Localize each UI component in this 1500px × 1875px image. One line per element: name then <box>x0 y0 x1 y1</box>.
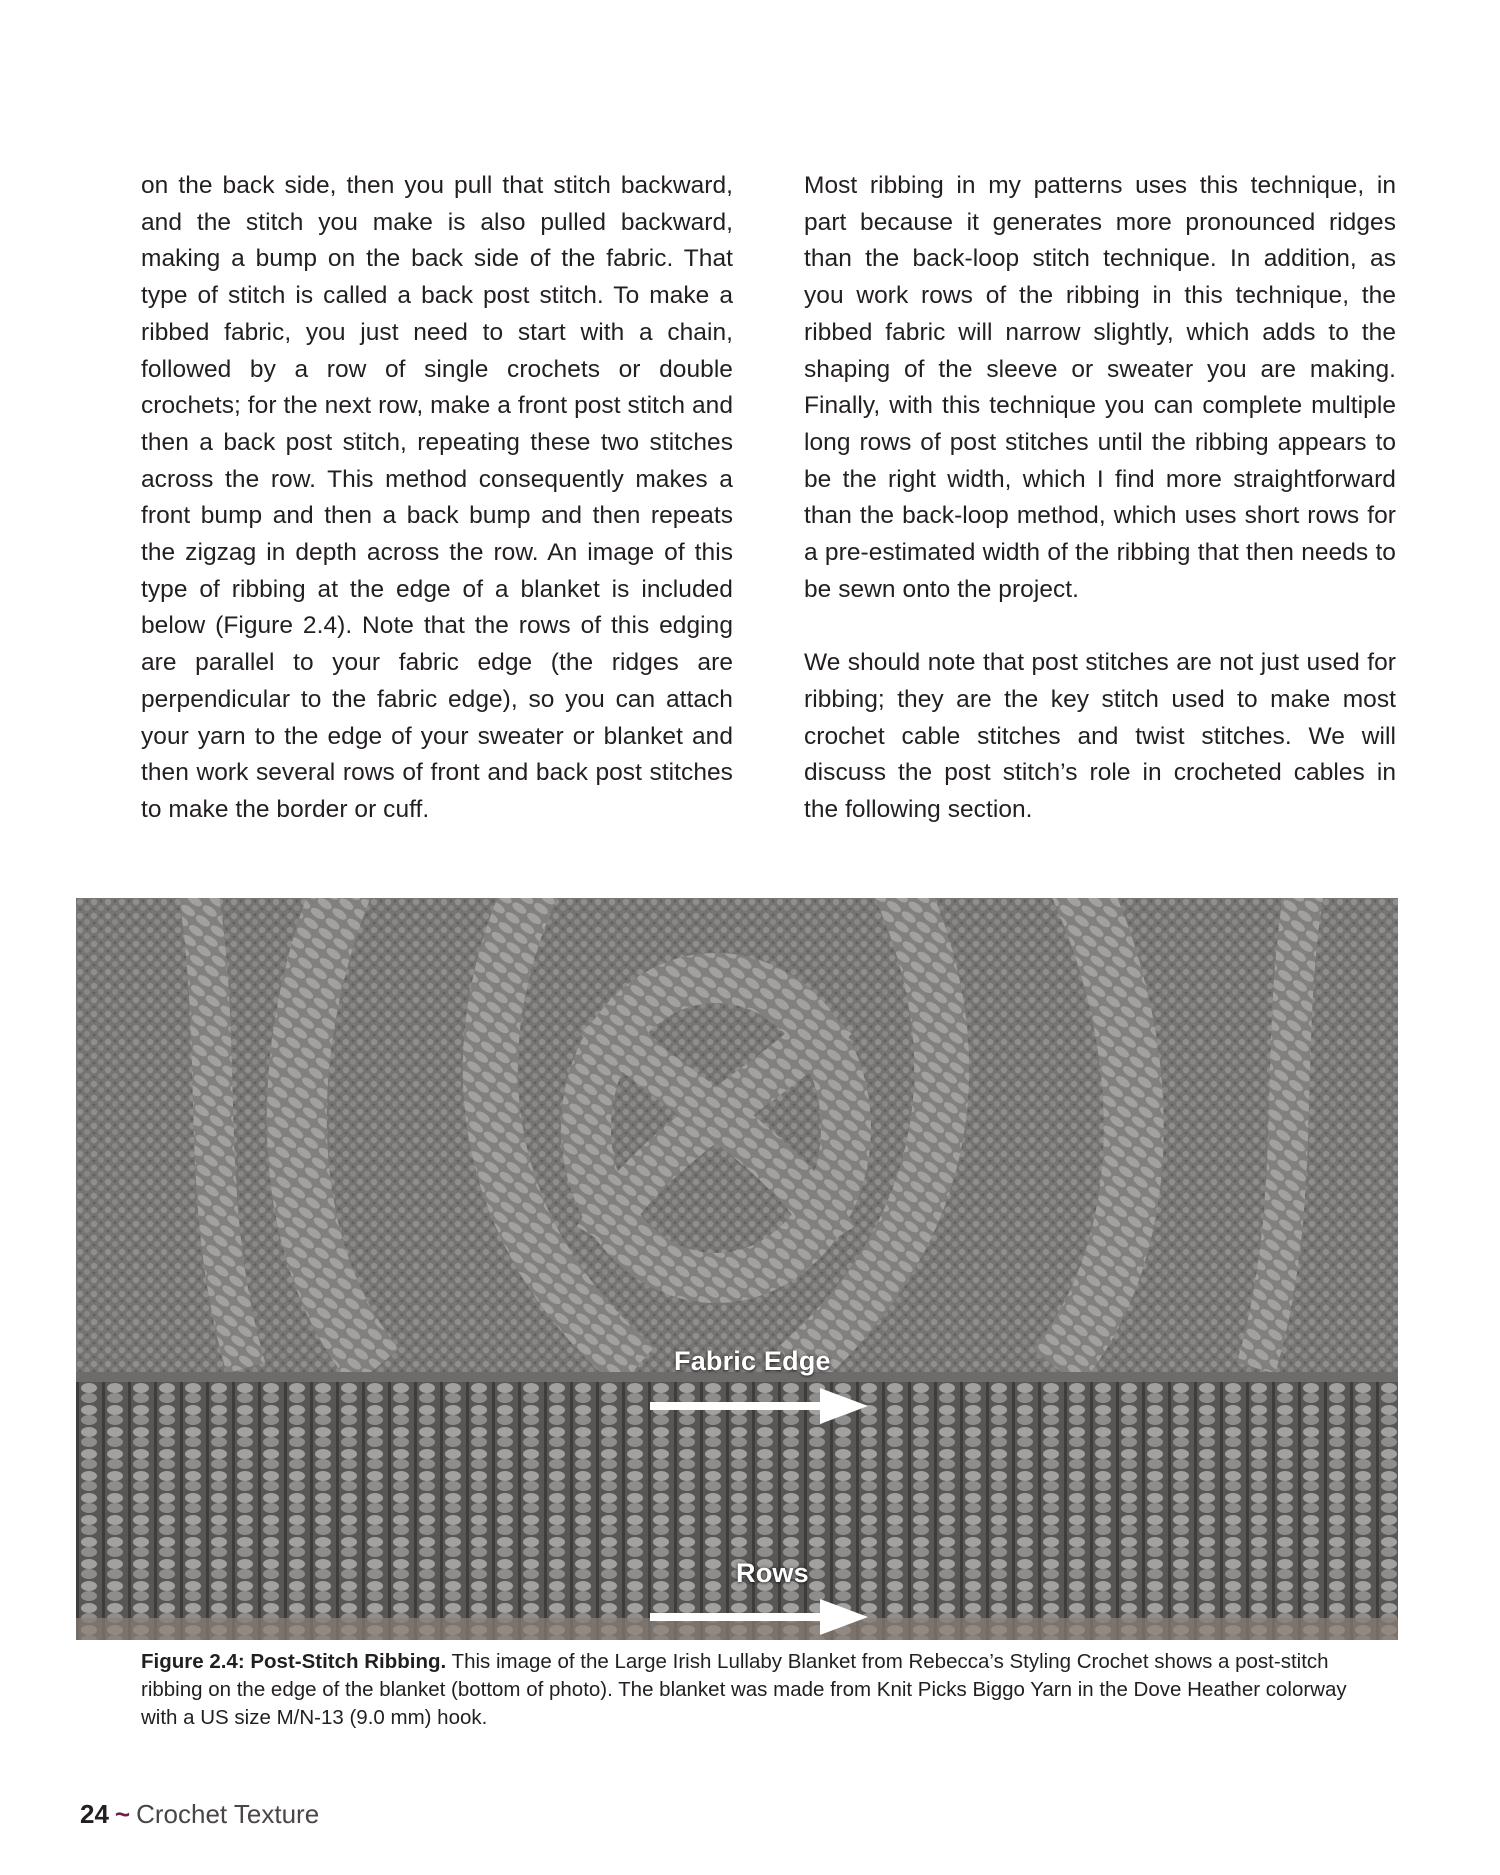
figure-photo <box>76 898 1398 1640</box>
label-rows: Rows <box>736 1558 809 1588</box>
caption-text: This image of the Large Irish Lullaby Blanket from Rebecca’s Styling Crochet shows a post-stitch ribbing on the edge of the blanket (bottom of photo). The blanket was made from Knit Picks Biggo Yarn in the Dove Heather colorway with a US size M/N-13 (9.0 mm) hook. <box>141 1650 1347 1729</box>
body-paragraph: on the back side, then you pull that stitch backward, and the stitch you make is also pulled backward, making a bump on the back side of the fabric. That type of stitch is called a back post stitch. To make a ribbed fabric, you just need to start with a chain, followed by a row of single crochets or double crochets; for the next row, make a front post stitch and then a back post stitch, repeating these two stitches across the row. This method consequently makes a front bump and then a back bump and then repeats the zigzag in depth across the row. An image of this type of ribbing at the edge of a blanket is included below (Figure 2.4). Note that the rows of this edging are parallel to your fabric edge (the ridges are perpendicular to the fabric edge), so you can attach your yarn to the edge of your sweater or blanket and then work several rows of front and back post stitches to make the border or cuff. <box>141 172 733 823</box>
page-footer <box>80 1799 319 1830</box>
body-paragraph: Most ribbing in my patterns uses this technique, in part because it generates more pronounced ridges than the back-loop stitch technique. In addition, as you work rows of the ribbing in this technique, the ribbed fabric will narrow slightly, which adds to the shaping of the sleeve or sweater you are making. Finally, with this technique you can complete multiple long rows of post stitches until the ribbing appears to be the right width, which I find more straightforward than the back-loop method, which uses short rows for a pre-estimated width of the ribbing that then needs to be sewn onto the project. <box>804 172 1396 603</box>
body-column-right <box>804 168 1396 829</box>
body-column-left <box>141 168 733 829</box>
crochet-photo-illustration <box>76 898 1398 1640</box>
page-number: 24 <box>80 1799 109 1829</box>
footer-separator: ~ <box>114 1799 131 1829</box>
caption-title: Figure 2.4: Post-Stitch Ribbing. <box>141 1650 447 1673</box>
label-fabric-edge: Fabric Edge <box>674 1346 831 1376</box>
book-title: Crochet Texture <box>136 1799 320 1829</box>
body-paragraph: We should note that post stitches are not just used for ribbing; they are the key stitch used to make most crochet cable stitches and twist stitches. We will discuss the post stitch’s role in crocheted cables in the following section. <box>804 649 1396 823</box>
figure-caption <box>141 1648 1381 1732</box>
